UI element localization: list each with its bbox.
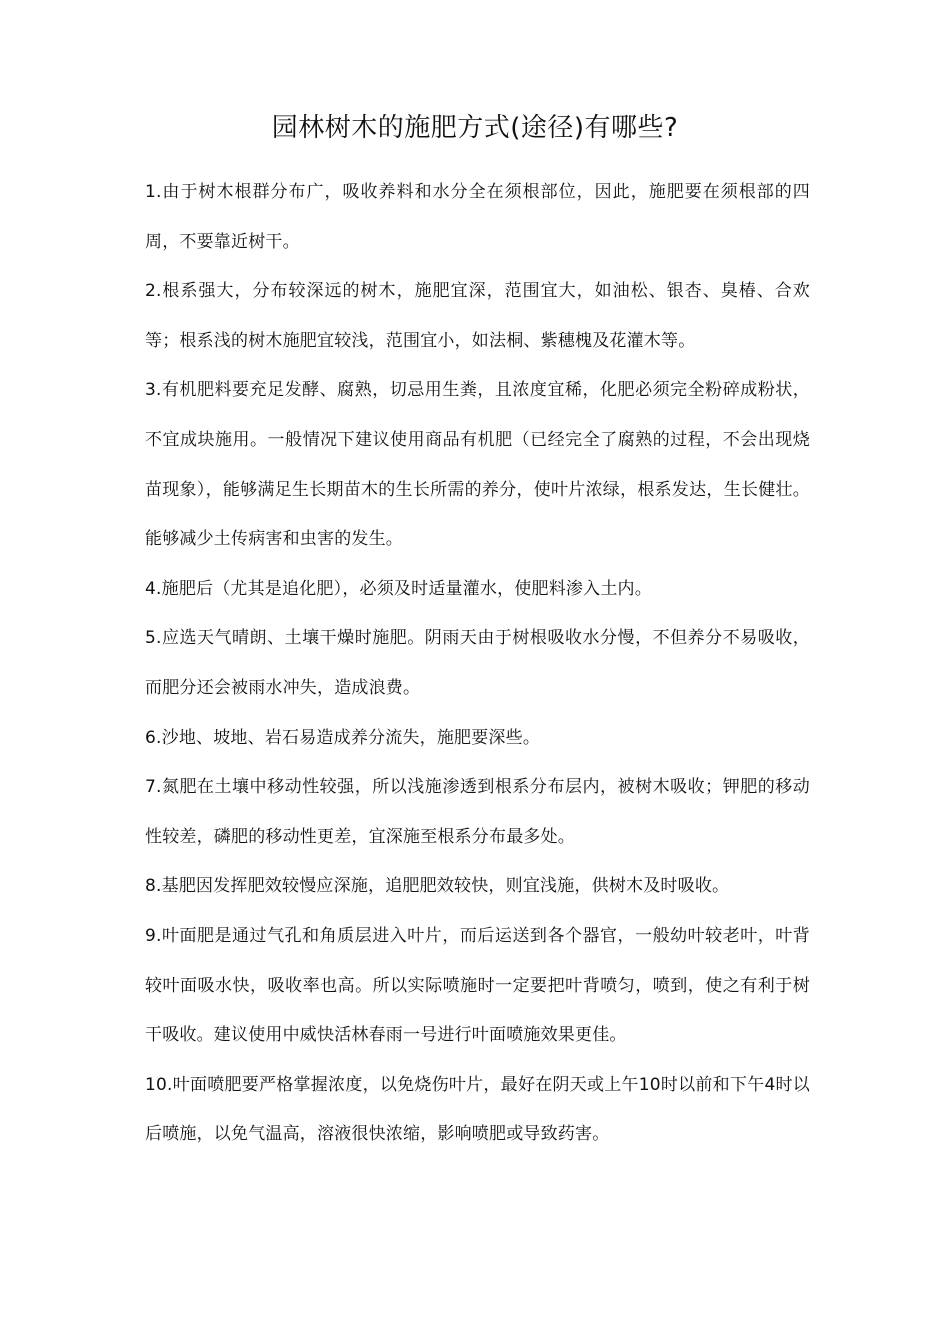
paragraph-2: 2.根系强大，分布较深远的树木，施肥宜深，范围宜大，如油松、银杏、臭椿、合欢等；根系浅的树木施肥宜较浅，范围宜小，如法桐、紫穗槐及花灌木等。 [145, 281, 810, 351]
document-body [145, 168, 810, 1160]
paragraph-4: 4.施肥后（尤其是追化肥），必须及时适量灌水，使肥料渗入土内。 [145, 578, 652, 599]
document-title: 园林树木的施肥方式(途径)有哪些? [271, 113, 679, 143]
paragraph-8: 8.基肥因发挥肥效较慢应深施，追肥肥效较快，则宜浅施，供树木及时吸收。 [145, 876, 730, 897]
paragraph-1: 1.由于树木根群分布广，吸收养料和水分全在须根部位，因此，施肥要在须根部的四周，不要靠近树干。 [145, 182, 810, 252]
paragraph-7: 7.氮肥在土壤中移动性较强，所以浅施渗透到根系分布层内，被树木吸收；钾肥的移动性较差，磷肥的移动性更差，宜深施至根系分布最多处。 [145, 777, 810, 847]
paragraph-3: 3.有机肥料要充足发酵、腐熟，切忌用生粪，且浓度宜稀，化肥必须完全粉碎成粉状，不宜成块施用。一般情况下建议使用商品有机肥（已经完全了腐熟的过程，不会出现烧苗现象），能够满足生长期苗木的生长所需的养分，使叶片浓绿，根系发达，生长健壮。能够减少土传病害和虫害的发生。 [145, 380, 810, 550]
paragraph-9: 9.叶面肥是通过气孔和角质层进入叶片，而后运送到各个器官，一般幼叶较老叶，叶背较叶面吸水快，吸收率也高。所以实际喷施时一定要把叶背喷匀，喷到，使之有利于树干吸收。建议使用中威快活林春雨一号进行叶面喷施效果更佳。 [145, 925, 810, 1046]
paragraph-6: 6.沙地、坡地、岩石易造成养分流失，施肥要深些。 [145, 727, 541, 748]
paragraph-5: 5.应选天气晴朗、土壤干燥时施肥。阴雨天由于树根吸收水分慢，不但养分不易吸收，而肥分还会被雨水冲失，造成浪费。 [145, 628, 810, 698]
paragraph-10: 10.叶面喷肥要严格掌握浓度，以免烧伤叶片，最好在阴天或上午10时以前和下午4时以后喷施，以免气温高，溶液很快浓缩，影响喷肥或导致药害。 [145, 1074, 810, 1145]
